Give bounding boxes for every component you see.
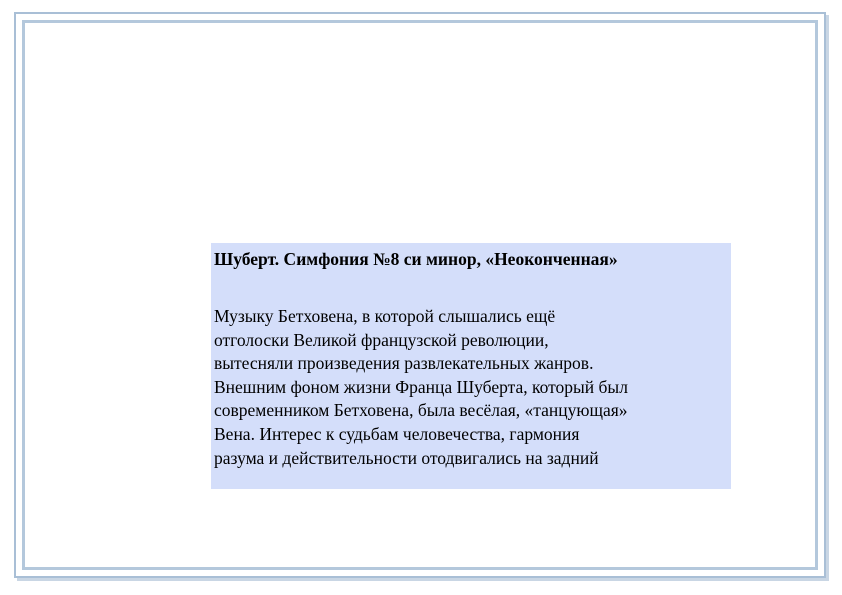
body-line-7: разума и действительности отодвигались на задний <box>214 447 599 468</box>
text-box <box>211 243 731 489</box>
body-line-3: вытесняли произведения развлекательных жанров. <box>214 353 594 374</box>
body-line-5: современником Бетховена, была весёлая, «танцующая» <box>214 400 628 421</box>
body-line-6: Вена. Интерес к судьбам человечества, гармония <box>214 423 580 444</box>
slide-title: Шуберт. Симфония №8 си минор, «Неоконченная» <box>214 249 618 269</box>
body-line-1: Музыку Бетховена, в которой слышались ещё <box>214 306 556 326</box>
body-line-4: Внешним фоном жизни Франца Шуберта, который был <box>214 376 628 397</box>
title-spacer <box>214 271 729 305</box>
body-line-2: отголоски Великой французской революции, <box>214 329 549 350</box>
